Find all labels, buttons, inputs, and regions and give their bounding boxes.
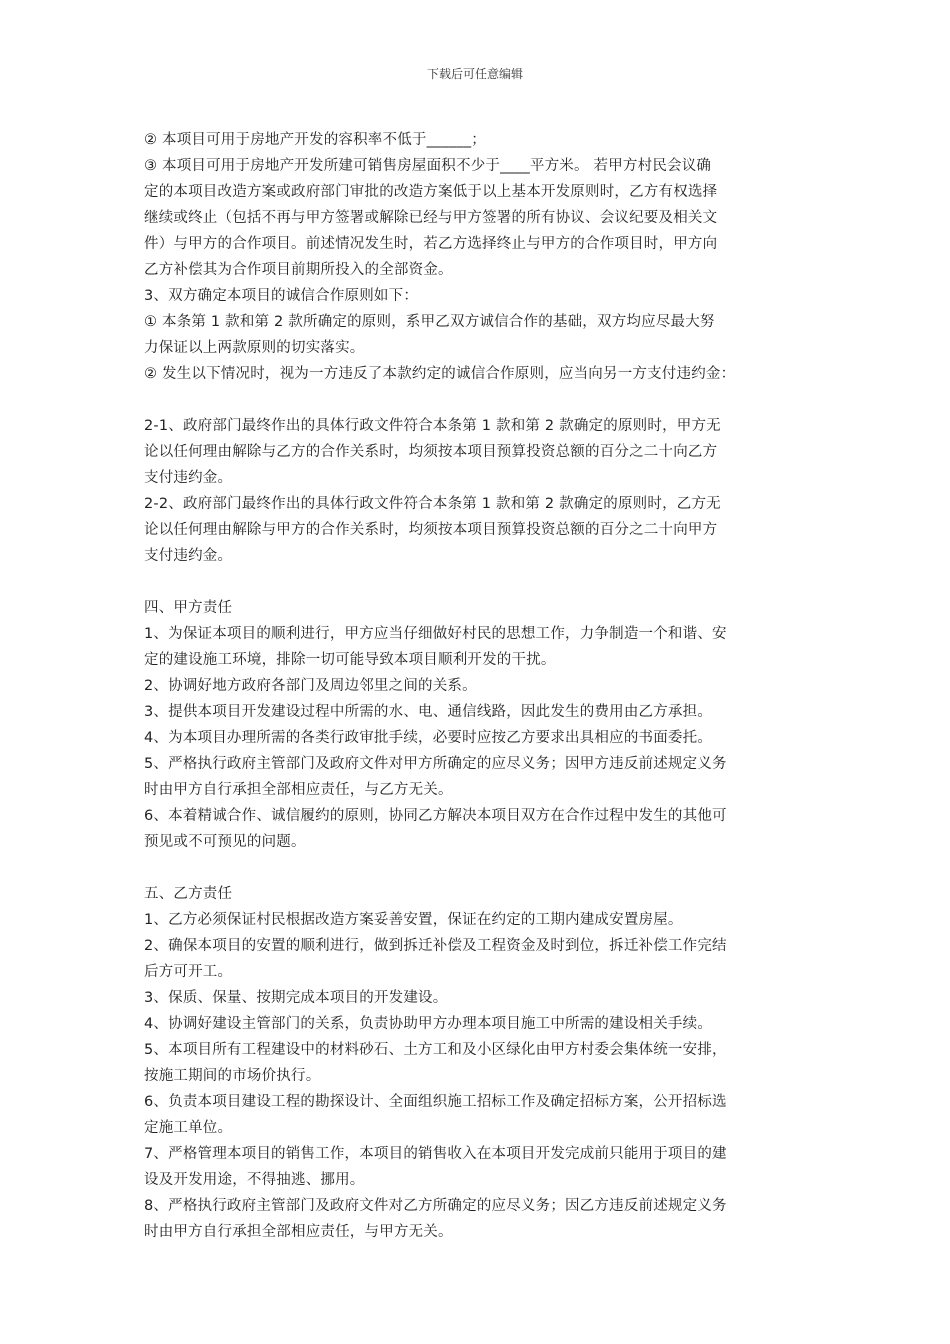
text-line: ① 本条第 1 款和第 2 款所确定的原则，系甲乙双方诚信合作的基础，双方均应尽最大努 <box>144 314 715 330</box>
text-line: 定的建设施工环境，排除一切可能导致本项目顺利开发的干扰。 <box>144 652 556 668</box>
text-line: 预见或不可预见的问题。 <box>144 834 306 850</box>
text-line: 五、乙方责任 <box>144 886 233 902</box>
document-body <box>144 127 812 1245</box>
text-line: ② 本项目可用于房地产开发的容积率不低于______； <box>144 132 487 148</box>
blank-line <box>144 387 812 413</box>
text-line: 乙方补偿其为合作项目前期所投入的全部资金。 <box>144 262 453 278</box>
text-line: 后方可开工。 <box>144 964 233 980</box>
text-line: 5、本项目所有工程建设中的材料砂石、土方工和及小区绿化由甲方村委会集体统一安排， <box>144 1042 727 1058</box>
text-line: 7、严格管理本项目的销售工作，本项目的销售收入在本项目开发完成前只能用于项目的建 <box>144 1146 727 1162</box>
text-line: 2-1、政府部门最终作出的具体行政文件符合本条第 1 款和第 2 款确定的原则时，甲方无 <box>144 418 721 434</box>
text-line: 论以任何理由解除与乙方的合作关系时，均须按本项目预算投资总额的百分之二十向乙方 <box>144 444 718 460</box>
blank-line <box>144 569 812 595</box>
text-line: 3、保质、保量、按期完成本项目的开发建设。 <box>144 990 448 1006</box>
text-line: 定的本项目改造方案或政府部门审批的改造方案低于以上基本开发原则时，乙方有权选择 <box>144 184 718 200</box>
text-line: 按施工期间的市场价执行。 <box>144 1068 321 1084</box>
text-line: 四、甲方责任 <box>144 600 233 616</box>
text-line: 6、本着精诚合作、诚信履约的原则，协同乙方解决本项目双方在合作过程中发生的其他可 <box>144 808 727 824</box>
text-line: ② 发生以下情况时，视为一方违反了本款约定的诚信合作原则，应当向另一方支付违约金： <box>144 366 736 382</box>
blank-line <box>144 855 812 881</box>
text-line: 8、严格执行政府主管部门及政府文件对乙方所确定的应尽义务；因乙方违反前述规定义务 <box>144 1198 727 1214</box>
text-line: 件）与甲方的合作项目。前述情况发生时，若乙方选择终止与甲方的合作项目时，甲方向 <box>144 236 718 252</box>
text-line: 论以任何理由解除与甲方的合作关系时，均须按本项目预算投资总额的百分之二十向甲方 <box>144 522 718 538</box>
text-line: 3、提供本项目开发建设过程中所需的水、电、通信线路，因此发生的费用由乙方承担。 <box>144 704 713 720</box>
text-line: 继续或终止（包括不再与甲方签署或解除已经与甲方签署的所有协议、会议纪要及相关文 <box>144 210 718 226</box>
text-line: 1、乙方必须保证村民根据改造方案妥善安置，保证在约定的工期内建成安置房屋。 <box>144 912 683 928</box>
text-line: 支付违约金。 <box>144 470 233 486</box>
text-line: 4、为本项目办理所需的各类行政审批手续，必要时应按乙方要求出具相应的书面委托。 <box>144 730 713 746</box>
text-line: ③ 本项目可用于房地产开发所建可销售房屋面积不少于____平方米。 若甲方村民会议确 <box>144 158 712 174</box>
text-line: 定施工单位。 <box>144 1120 233 1136</box>
text-line: 2-2、政府部门最终作出的具体行政文件符合本条第 1 款和第 2 款确定的原则时，乙方无 <box>144 496 721 512</box>
text-line: 时由甲方自行承担全部相应责任，与甲方无关。 <box>144 1224 453 1240</box>
text-line: 力保证以上两款原则的切实落实。 <box>144 340 365 356</box>
text-line: 5、严格执行政府主管部门及政府文件对甲方所确定的应尽义务；因甲方违反前述规定义务 <box>144 756 727 772</box>
text-line: 设及开发用途，不得抽逃、挪用。 <box>144 1172 365 1188</box>
text-line: 6、负责本项目建设工程的勘探设计、全面组织施工招标工作及确定招标方案，公开招标选 <box>144 1094 727 1110</box>
page-header: 下载后可任意编辑 <box>426 67 523 81</box>
text-line: 3、双方确定本项目的诚信合作原则如下： <box>144 288 419 304</box>
text-line: 2、确保本项目的安置的顺利进行，做到拆迁补偿及工程资金及时到位，拆迁补偿工作完结 <box>144 938 727 954</box>
text-line: 2、协调好地方政府各部门及周边邻里之间的关系。 <box>144 678 477 694</box>
text-line: 1、为保证本项目的顺利进行，甲方应当仔细做好村民的思想工作，力争制造一个和谐、安 <box>144 626 727 642</box>
text-line: 时由甲方自行承担全部相应责任，与乙方无关。 <box>144 782 453 798</box>
text-line: 支付违约金。 <box>144 548 233 564</box>
text-line: 4、协调好建设主管部门的关系，负责协助甲方办理本项目施工中所需的建设相关手续。 <box>144 1016 713 1032</box>
